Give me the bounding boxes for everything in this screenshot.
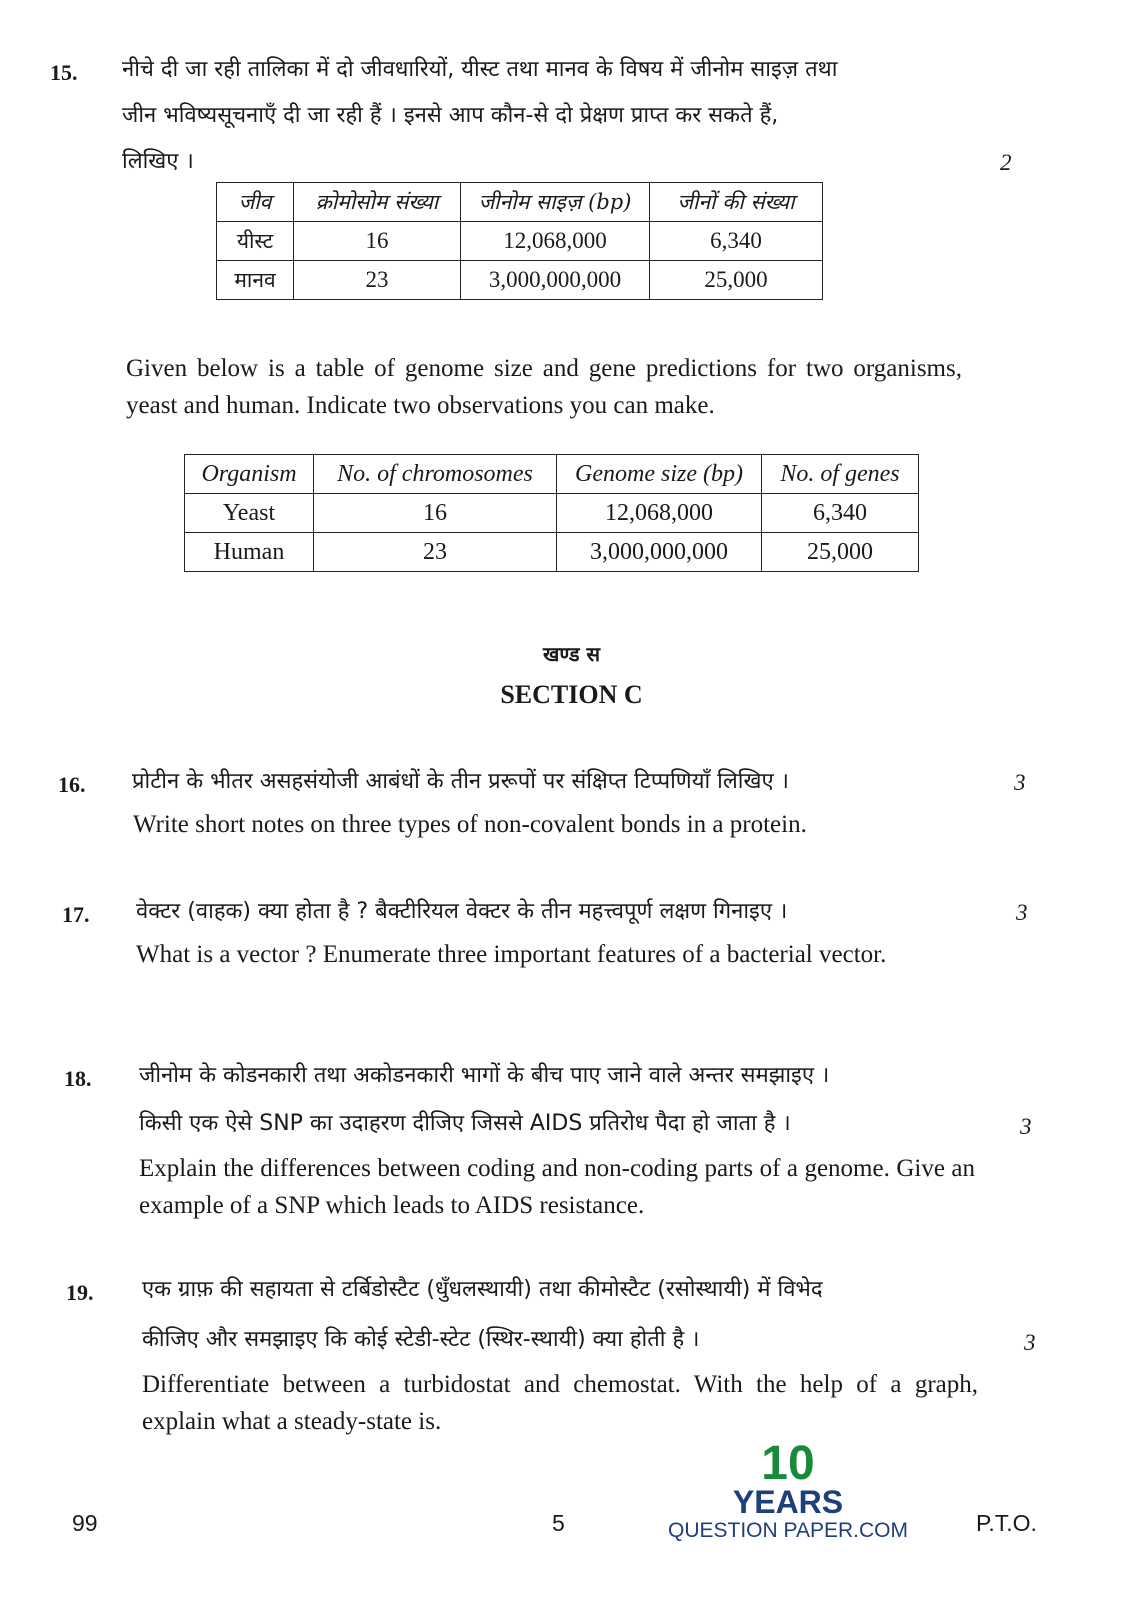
table-cell: 6,340 bbox=[650, 222, 823, 261]
table-cell: 16 bbox=[314, 494, 557, 533]
marks: 2 bbox=[1000, 150, 1012, 175]
section-heading-hindi: खण्ड स bbox=[542, 642, 601, 666]
question-number: 17. bbox=[62, 902, 90, 927]
section-heading-english: SECTION C bbox=[500, 680, 643, 709]
table-header-cell: क्रोमोसोम संख्या bbox=[294, 183, 461, 222]
question-hindi-text: कीजिए और समझाइए कि कोई स्टेडी-स्टेट (स्थिर-स्थायी) क्या होती है । bbox=[142, 1327, 700, 1352]
table-cell: 25,000 bbox=[650, 261, 823, 300]
marks: 3 bbox=[1014, 770, 1026, 795]
marks: 3 bbox=[1024, 1330, 1036, 1355]
english-data-table bbox=[184, 454, 919, 572]
table-header-cell: No. of chromosomes bbox=[314, 455, 557, 494]
question-number: 16. bbox=[58, 772, 86, 797]
question-number: 19. bbox=[66, 1280, 94, 1305]
table-header-cell: Genome size (bp) bbox=[557, 455, 762, 494]
table-row bbox=[185, 494, 919, 533]
marks: 3 bbox=[1020, 1114, 1032, 1139]
table-cell: मानव bbox=[217, 261, 294, 300]
table-cell: 23 bbox=[294, 261, 461, 300]
table-row bbox=[217, 222, 823, 261]
table-header-cell: जीनों की संख्या bbox=[650, 183, 823, 222]
question-hindi-text: नीचे दी जा रही तालिका में दो जीवधारियों, यीस्ट तथा मानव के विषय में जीनोम साइज़ तथा bbox=[122, 57, 838, 82]
table-row bbox=[185, 533, 919, 572]
table-header-cell: Organism bbox=[185, 455, 314, 494]
question-hindi-text: वेक्टर (वाहक) क्या होता है ? बैक्टीरियल वेक्टर के तीन महत्त्वपूर्ण लक्षण गिनाइए । bbox=[136, 899, 788, 924]
watermark-years: YEARS bbox=[732, 1484, 844, 1520]
question-hindi-text: किसी एक ऐसे SNP का उदाहरण दीजिए जिससे AIDS प्रतिरोध पैदा हो जाता है । bbox=[139, 1111, 791, 1136]
question-number: 18. bbox=[64, 1066, 92, 1091]
table-cell: यीस्ट bbox=[217, 222, 294, 261]
table-header-row bbox=[217, 183, 823, 222]
hindi-data-table bbox=[216, 182, 823, 300]
question-english-text: Differentiate between a turbidostat and chemostat. With the help of a graph, explain what a steady-state is. bbox=[142, 1371, 978, 1435]
table-cell: 23 bbox=[314, 533, 557, 572]
table-cell: 12,068,000 bbox=[557, 494, 762, 533]
question-hindi-text: जीनोम के कोडनकारी तथा अकोडनकारी भागों के बीच पाए जाने वाले अन्तर समझाइए । bbox=[139, 1063, 830, 1088]
question-english-text: Explain the differences between coding and non-coding parts of a genome. Give an example of a SNP which leads to AIDS resistance. bbox=[139, 1155, 975, 1219]
table-header-cell: No. of genes bbox=[762, 455, 919, 494]
watermark-logo bbox=[668, 1437, 908, 1544]
table-cell: 6,340 bbox=[762, 494, 919, 533]
question-hindi-text: जीन भविष्यसूचनाएँ दी जा रही हैं । इनसे आप कौन-से दो प्रेक्षण प्राप्त कर सकते हैं, bbox=[122, 103, 779, 128]
question-english-text: Given below is a table of genome size and gene predictions for two organisms, yeast and human. Indicate two observations you can make. bbox=[126, 355, 962, 419]
watermark-number: 10 bbox=[761, 1437, 815, 1490]
question-hindi-text: एक ग्राफ़ की सहायता से टर्बिडोस्टैट (धुँधलस्थायी) तथा कीमोस्टैट (रसोस्थायी) में विभेद bbox=[142, 1277, 823, 1302]
question-hindi-text: लिखिए । bbox=[122, 149, 194, 174]
table-header-cell: जीव bbox=[217, 183, 294, 222]
pto-label: P.T.O. bbox=[976, 1510, 1037, 1536]
table-cell: 3,000,000,000 bbox=[461, 261, 650, 300]
marks: 3 bbox=[1016, 900, 1028, 925]
question-number: 15. bbox=[50, 60, 78, 85]
table-header-row bbox=[185, 455, 919, 494]
table-cell: 25,000 bbox=[762, 533, 919, 572]
table-cell: Yeast bbox=[185, 494, 314, 533]
table-cell: 12,068,000 bbox=[461, 222, 650, 261]
table-cell: Human bbox=[185, 533, 314, 572]
watermark-site: QUESTION PAPER.COM bbox=[668, 1519, 908, 1542]
question-english-text: What is a vector ? Enumerate three important features of a bacterial vector. bbox=[136, 941, 887, 968]
page-number: 5 bbox=[552, 1510, 565, 1536]
table-row bbox=[217, 261, 823, 300]
table-cell: 16 bbox=[294, 222, 461, 261]
table-cell: 3,000,000,000 bbox=[557, 533, 762, 572]
question-english-text: Write short notes on three types of non-covalent bonds in a protein. bbox=[133, 811, 807, 838]
question-hindi-text: प्रोटीन के भीतर असहसंयोजी आबंधों के तीन प्ररूपों पर संक्षिप्त टिप्पणियाँ लिखिए । bbox=[132, 769, 789, 794]
table-header-cell: जीनोम साइज़ (bp) bbox=[461, 183, 650, 222]
paper-code: 99 bbox=[72, 1510, 98, 1536]
